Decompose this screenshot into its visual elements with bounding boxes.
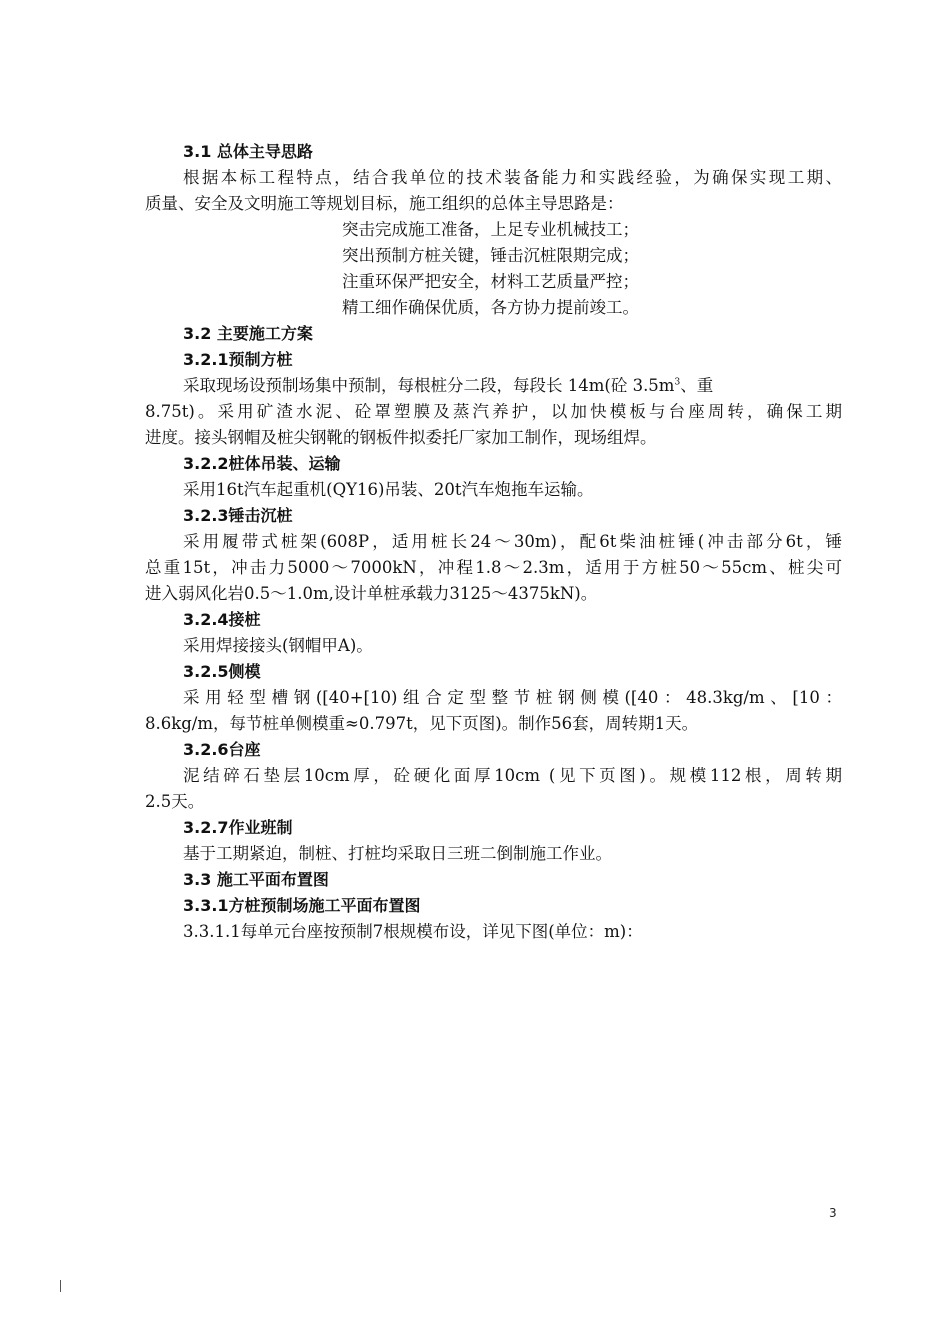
section-3-2-1-line3: 进度。接头钢帽及桩尖钢靴的钢板件拟委托厂家加工制作，现场组焊。 — [145, 428, 657, 447]
section-3-2-3-heading: 3.2.3锤击沉桩 — [183, 506, 293, 525]
section-3-3-1-heading: 3.3.1方桩预制场施工平面布置图 — [183, 896, 421, 915]
section-3-2-4-line1: 采用焊接接头(钢帽甲A)。 — [183, 636, 373, 655]
guideline-line-1: 突击完成施工准备，上足专业机械技工； — [342, 220, 639, 239]
section-3-2-7-line1: 基于工期紧迫，制桩、打桩均采取日三班二倒制施工作业。 — [183, 844, 612, 863]
section-3-2-6-line2: 2.5天。 — [145, 792, 205, 811]
section-3-2-3-line3: 进入弱风化岩0.5～1.0m,设计单桩承载力3125～4375kN)。 — [145, 584, 598, 603]
section-3-2-heading: 3.2 主要施工方案 — [183, 324, 313, 343]
section-3-3-heading: 3.3 施工平面布置图 — [183, 870, 329, 889]
section-3-2-2-heading: 3.2.2桩体吊装、运输 — [183, 454, 341, 473]
section-3-2-1-line1: 采取现场设预制场集中预制，每根桩分二段，每段长 14m(砼 $3.5m^3$、重 — [183, 376, 714, 395]
section-3-2-3-line1: 采用履带式桩架(608P，适用桩长24～30m)，配6t柴油桩锤(冲击部分6t，锤 — [183, 532, 842, 551]
section-3-2-7-heading: 3.2.7作业班制 — [183, 818, 293, 837]
section-3-2-5-heading: 3.2.5侧模 — [183, 662, 261, 681]
section-3-2-6-line1: 泥结碎石垫层10cm厚，砼硬化面厚10cm (见下页图)。规模112根，周转期 — [183, 766, 842, 785]
section-3-1-heading: 3.1 总体主导思路 — [183, 142, 313, 161]
guideline-line-4: 精工细作确保优质，各方协力提前竣工。 — [342, 298, 639, 317]
margin-mark — [60, 1280, 61, 1292]
guideline-line-2: 突出预制方桩关键，锤击沉桩限期完成； — [342, 246, 639, 265]
section-3-2-6-heading: 3.2.6台座 — [183, 740, 261, 759]
section-3-2-1-line2: 8.75t)。采用矿渣水泥、砼罩塑膜及蒸汽养护，以加快模板与台座周转，确保工期 — [145, 402, 842, 421]
section-3-1-para-line1: 根据本标工程特点，结合我单位的技术装备能力和实践经验，为确保实现工期、 — [183, 168, 842, 187]
section-3-2-4-heading: 3.2.4接桩 — [183, 610, 261, 629]
guideline-line-3: 注重环保严把安全，材料工艺质量严控； — [342, 272, 639, 291]
section-3-2-3-line2: 总重15t，冲击力5000～7000kN，冲程1.8～2.3m，适用于方桩50～55cm、桩尖可 — [145, 558, 842, 577]
section-3-3-1-1-line1: 3.3.1.1每单元台座按预制7根规模布设，详见下图(单位：m)： — [183, 922, 643, 941]
section-3-2-5-line1: 采用轻型槽钢([40+[10)组合定型整节桩钢侧模([40：48.3kg/m、[10： — [183, 688, 842, 707]
section-3-1-para-line2: 质量、安全及文明施工等规划目标，施工组织的总体主导思路是： — [145, 194, 624, 213]
section-3-2-5-line2: 8.6kg/m，每节桩单侧模重≈0.797t，见下页图)。制作56套，周转期1天。 — [145, 714, 699, 733]
page-number: 3 — [829, 1206, 837, 1220]
section-3-2-1-heading: 3.2.1预制方桩 — [183, 350, 293, 369]
section-3-2-2-line1: 采用16t汽车起重机(QY16)吊装、20t汽车炮拖车运输。 — [183, 480, 594, 499]
